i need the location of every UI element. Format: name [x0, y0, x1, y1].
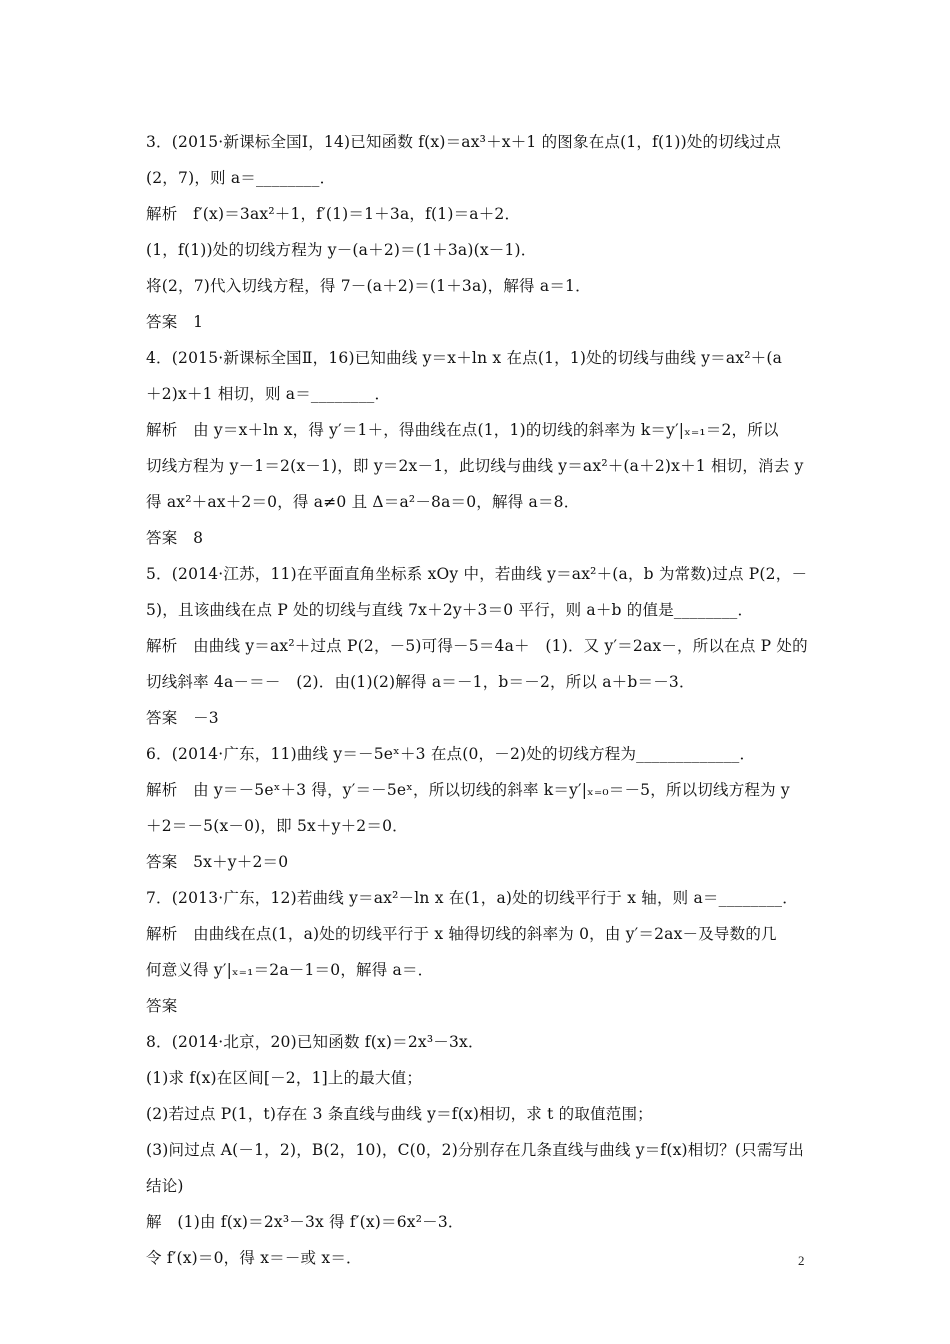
text-line-22: 7．(2013·广东，12)若曲线 y＝ax²－ln x 在(1，a)处的切线平行于 x 轴，则 a＝________．	[146, 889, 798, 907]
text-line-31: 解 (1)由 f(x)＝2x³－3x 得 f′(x)＝6x²－3．	[146, 1213, 464, 1231]
text-line-18: 6．(2014·广东，11)曲线 y＝－5eˣ＋3 在点(0，－2)处的切线方程为_____________．	[146, 745, 756, 763]
text-line-19: 解析 由 y＝－5eˣ＋3 得，y′＝－5eˣ，所以切线的斜率 k＝y′|ₓ₌₀＝－5，所以切线方程为 y	[146, 781, 790, 799]
text-line-8: ＋2)x＋1 相切，则 a＝________．	[146, 385, 391, 403]
text-line-4: (1，f(1))处的切线方程为 y－(a＋2)＝(1＋3a)(x－1)．	[146, 241, 537, 259]
text-line-26: 8．(2014·北京，20)已知函数 f(x)＝2x³－3x．	[146, 1033, 484, 1051]
text-line-29: (3)问过点 A(－1，2)，B(2，10)，C(0，2)分别存在几条直线与曲线 y＝f(x)相切？(只需写出	[146, 1141, 804, 1159]
text-line-23: 解析 由曲线在点(1，a)处的切线平行于 x 轴得切线的斜率为 0，由 y′＝2ax－及导数的几	[146, 925, 777, 943]
text-line-21: 答案 5x＋y＋2＝0	[146, 853, 289, 871]
text-line-24: 何意义得 y′|ₓ₌₁＝2a－1＝0，解得 a＝．	[146, 961, 434, 979]
text-line-32: 令 f′(x)＝0，得 x＝－或 x＝．	[146, 1249, 362, 1267]
text-line-10: 切线方程为 y－1＝2(x－1)，即 y＝2x－1，此切线与曲线 y＝ax²＋(a＋2)x＋1 相切，消去 y	[146, 457, 804, 475]
text-line-1: 3．(2015·新课标全国Ⅰ，14)已知函数 f(x)＝ax³＋x＋1 的图象在点(1，f(1))处的切线过点	[146, 133, 782, 151]
text-line-13: 5．(2014·江苏，11)在平面直角坐标系 xOy 中，若曲线 y＝ax²＋(a，b 为常数)过点 P(2，－	[146, 565, 808, 583]
text-line-17: 答案 －3	[146, 709, 219, 727]
text-line-11: 得 ax²＋ax＋2＝0，得 a≠0 且 Δ＝a²－8a＝0，解得 a＝8．	[146, 493, 580, 511]
text-line-27: (1)求 f(x)在区间[－2，1]上的最大值；	[146, 1069, 423, 1087]
text-line-9: 解析 由 y＝x＋ln x，得 y′＝1＋，得曲线在点(1，1)的切线的斜率为 k＝y′|ₓ₌₁＝2，所以	[146, 421, 779, 439]
text-line-16: 切线斜率 4a－＝－ (2)．由(1)(2)解得 a＝－1，b＝－2，所以 a＋b＝－3．	[146, 673, 695, 691]
page-number: 2	[798, 1253, 805, 1268]
text-line-6: 答案 1	[146, 313, 204, 331]
text-line-30: 结论)	[146, 1177, 184, 1195]
text-line-2: (2，7)，则 a＝________．	[146, 169, 336, 187]
text-line-12: 答案 8	[146, 529, 204, 547]
text-line-3: 解析 f′(x)＝3ax²＋1，f′(1)＝1＋3a，f(1)＝a＋2．	[146, 205, 521, 223]
text-line-25: 答案	[146, 997, 178, 1015]
text-line-14: 5)，且该曲线在点 P 处的切线与直线 7x＋2y＋3＝0 平行，则 a＋b 的值是________．	[146, 601, 754, 619]
text-line-7: 4．(2015·新课标全国Ⅱ，16)已知曲线 y＝x＋ln x 在点(1，1)处的切线与曲线 y＝ax²＋(a	[146, 349, 783, 367]
text-line-5: 将(2，7)代入切线方程，得 7－(a＋2)＝(1＋3a)，解得 a＝1．	[146, 277, 591, 295]
text-line-28: (2)若过点 P(1，t)存在 3 条直线与曲线 y＝f(x)相切，求 t 的取值范围；	[146, 1105, 653, 1123]
document-body	[146, 124, 814, 1276]
text-line-15: 解析 由曲线 y＝ax²＋过点 P(2，－5)可得－5＝4a＋ (1)．又 y′＝2ax－，所以在点 P 处的	[146, 637, 808, 655]
text-line-20: ＋2＝－5(x－0)，即 5x＋y＋2＝0．	[146, 817, 408, 835]
